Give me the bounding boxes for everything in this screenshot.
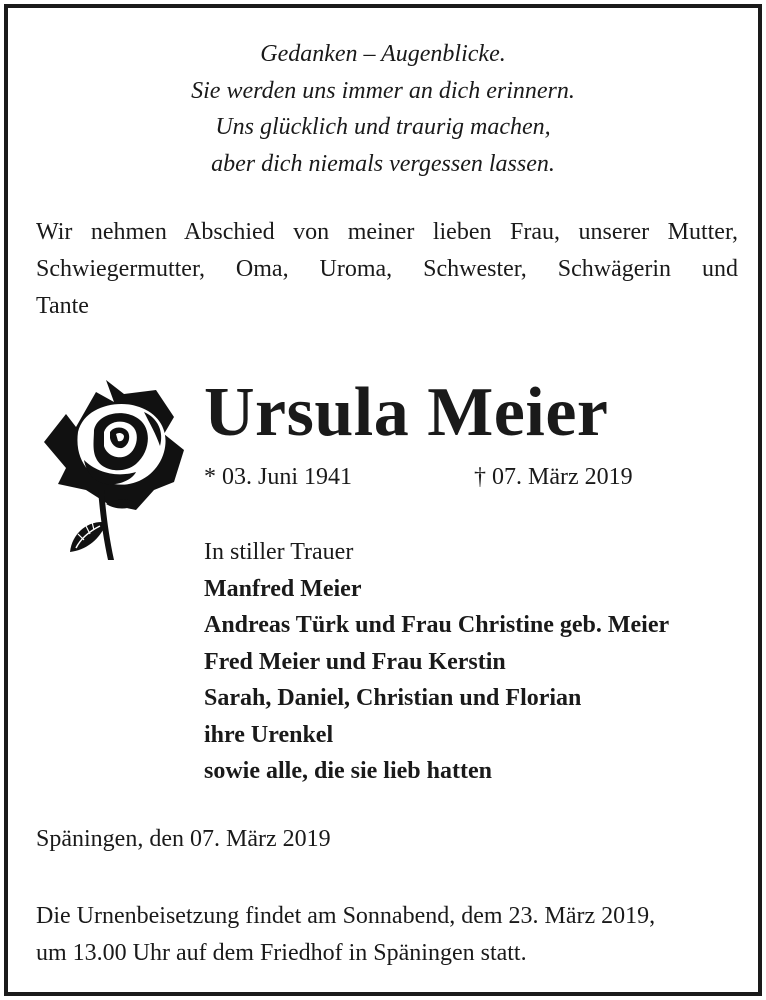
poem-line: aber dich niemals vergessen lassen. [211, 150, 555, 177]
funeral-line: um 13.00 Uhr auf dem Friedhof in Späningen statt. [36, 940, 527, 966]
poem-line: Uns glücklich und traurig machen, [215, 114, 551, 140]
birth-date: * 03. Juni 1941 [204, 464, 353, 490]
obituary-card [4, 4, 762, 996]
funeral-notice [36, 898, 655, 972]
poem-line: Sie werden uns immer an dich erinnern. [191, 77, 575, 104]
mourner-name: Fred Meier und Frau Kerstin [204, 648, 506, 675]
intro-text [36, 214, 738, 325]
intro-line: Tante [36, 293, 89, 319]
mourners-heading: In stiller Trauer [204, 539, 354, 565]
rose-icon [36, 372, 186, 567]
mourner-name: Sarah, Daniel, Christian und Florian [204, 685, 582, 711]
mourner-name: Manfred Meier [204, 575, 362, 602]
mourners-list [204, 534, 669, 790]
place-and-date: Späningen, den 07. März 2019 [36, 826, 331, 852]
intro-line: Wir nehmen Abschied von meiner lieben Frau, unserer Mutter, [36, 219, 738, 245]
death-date: † 07. März 2019 [474, 464, 633, 490]
mourner-name: sowie alle, die sie lieb hatten [204, 758, 492, 784]
intro-line: Schwiegermutter, Oma, Uroma, Schwester, Schwägerin und [36, 256, 738, 282]
deceased-name: Ursula Meier [204, 374, 609, 451]
funeral-line: Die Urnenbeisetzung findet am Sonnabend, dem 23. März 2019, [36, 903, 656, 929]
mourner-name: Andreas Türk und Frau Christine geb. Meier [204, 612, 670, 638]
poem-line: Gedanken – Augenblicke. [260, 41, 506, 67]
mourner-name: ihre Urenkel [204, 721, 334, 748]
poem [8, 36, 758, 182]
